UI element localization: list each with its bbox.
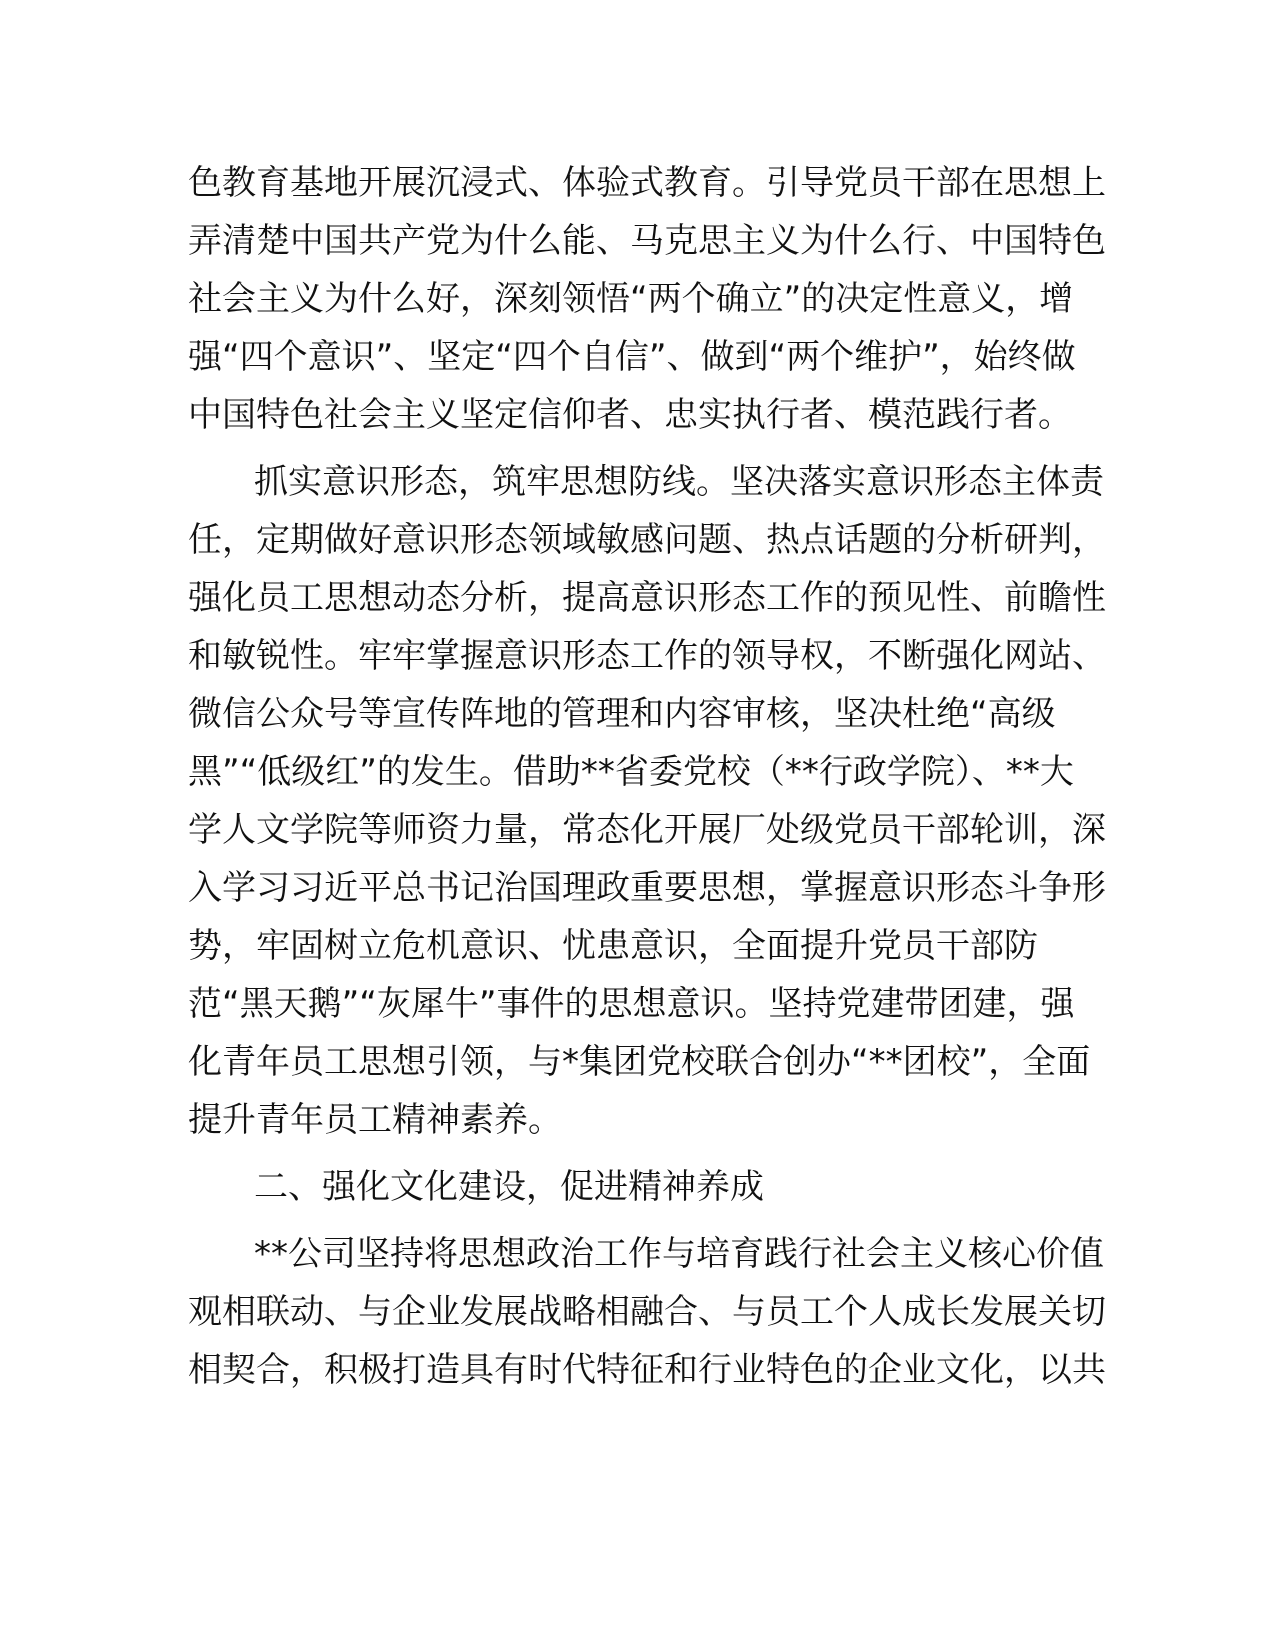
text-line: 微信公众号等宣传阵地的管理和内容审核，坚决杜绝“高级 (188, 694, 1056, 734)
document-body (188, 154, 1106, 1408)
text-line: 学人文学院等师资力量，常态化开展厂处级党员干部轮训，深 (188, 810, 1106, 850)
text-line: 范“黑天鹅”“灰犀牛”事件的思想意识。坚持党建带团建，强 (188, 984, 1075, 1024)
paragraph-ideology (188, 453, 1106, 1149)
paragraph-culture (188, 1225, 1106, 1399)
text-line: 强化员工思想动态分析，提高意识形态工作的预见性、前瞻性 (188, 578, 1106, 618)
text-line: 相契合，积极打造具有时代特征和行业特色的企业文化，以共 (188, 1350, 1106, 1390)
text-line: 黑”“低级红”的发生。借助**省委党校（**行政学院）、**大 (188, 752, 1074, 792)
text-line: 弄清楚中国共产党为什么能、马克思主义为什么行、中国特色 (188, 221, 1106, 261)
text-line: 任，定期做好意识形态领域敏感问题、热点话题的分析研判， (188, 520, 1106, 560)
text-line: 抓实意识形态，筑牢思想防线。坚决落实意识形态主体责 (254, 462, 1104, 502)
text-line: 提升青年员工精神素养。 (188, 1100, 562, 1140)
text-line: 观相联动、与企业发展战略相融合、与员工个人成长发展关切 (188, 1292, 1106, 1332)
text-line: 强“四个意识”、坚定“四个自信”、做到“两个维护”，始终做 (188, 337, 1076, 377)
heading-line: 二、强化文化建设，促进精神养成 (254, 1167, 764, 1207)
text-line: 和敏锐性。牢牢掌握意识形态工作的领导权，不断强化网站、 (188, 636, 1106, 676)
text-line: 色教育基地开展沉浸式、体验式教育。引导党员干部在思想上 (188, 163, 1106, 203)
text-line: 势，牢固树立危机意识、忧患意识，全面提升党员干部防 (188, 926, 1038, 966)
text-line: 化青年员工思想引领，与*集团党校联合创办“**团校”，全面 (188, 1042, 1091, 1082)
paragraph-continuation (188, 154, 1106, 444)
text-line: 社会主义为什么好，深刻领悟“两个确立”的决定性意义，增 (188, 279, 1074, 319)
section-heading (188, 1158, 1088, 1216)
text-line: 中国特色社会主义坚定信仰者、忠实执行者、模范践行者。 (188, 395, 1072, 435)
text-line: 入学习习近平总书记治国理政重要思想，掌握意识形态斗争形 (188, 868, 1106, 908)
text-line: **公司坚持将思想政治工作与培育践行社会主义核心价值 (254, 1234, 1104, 1274)
